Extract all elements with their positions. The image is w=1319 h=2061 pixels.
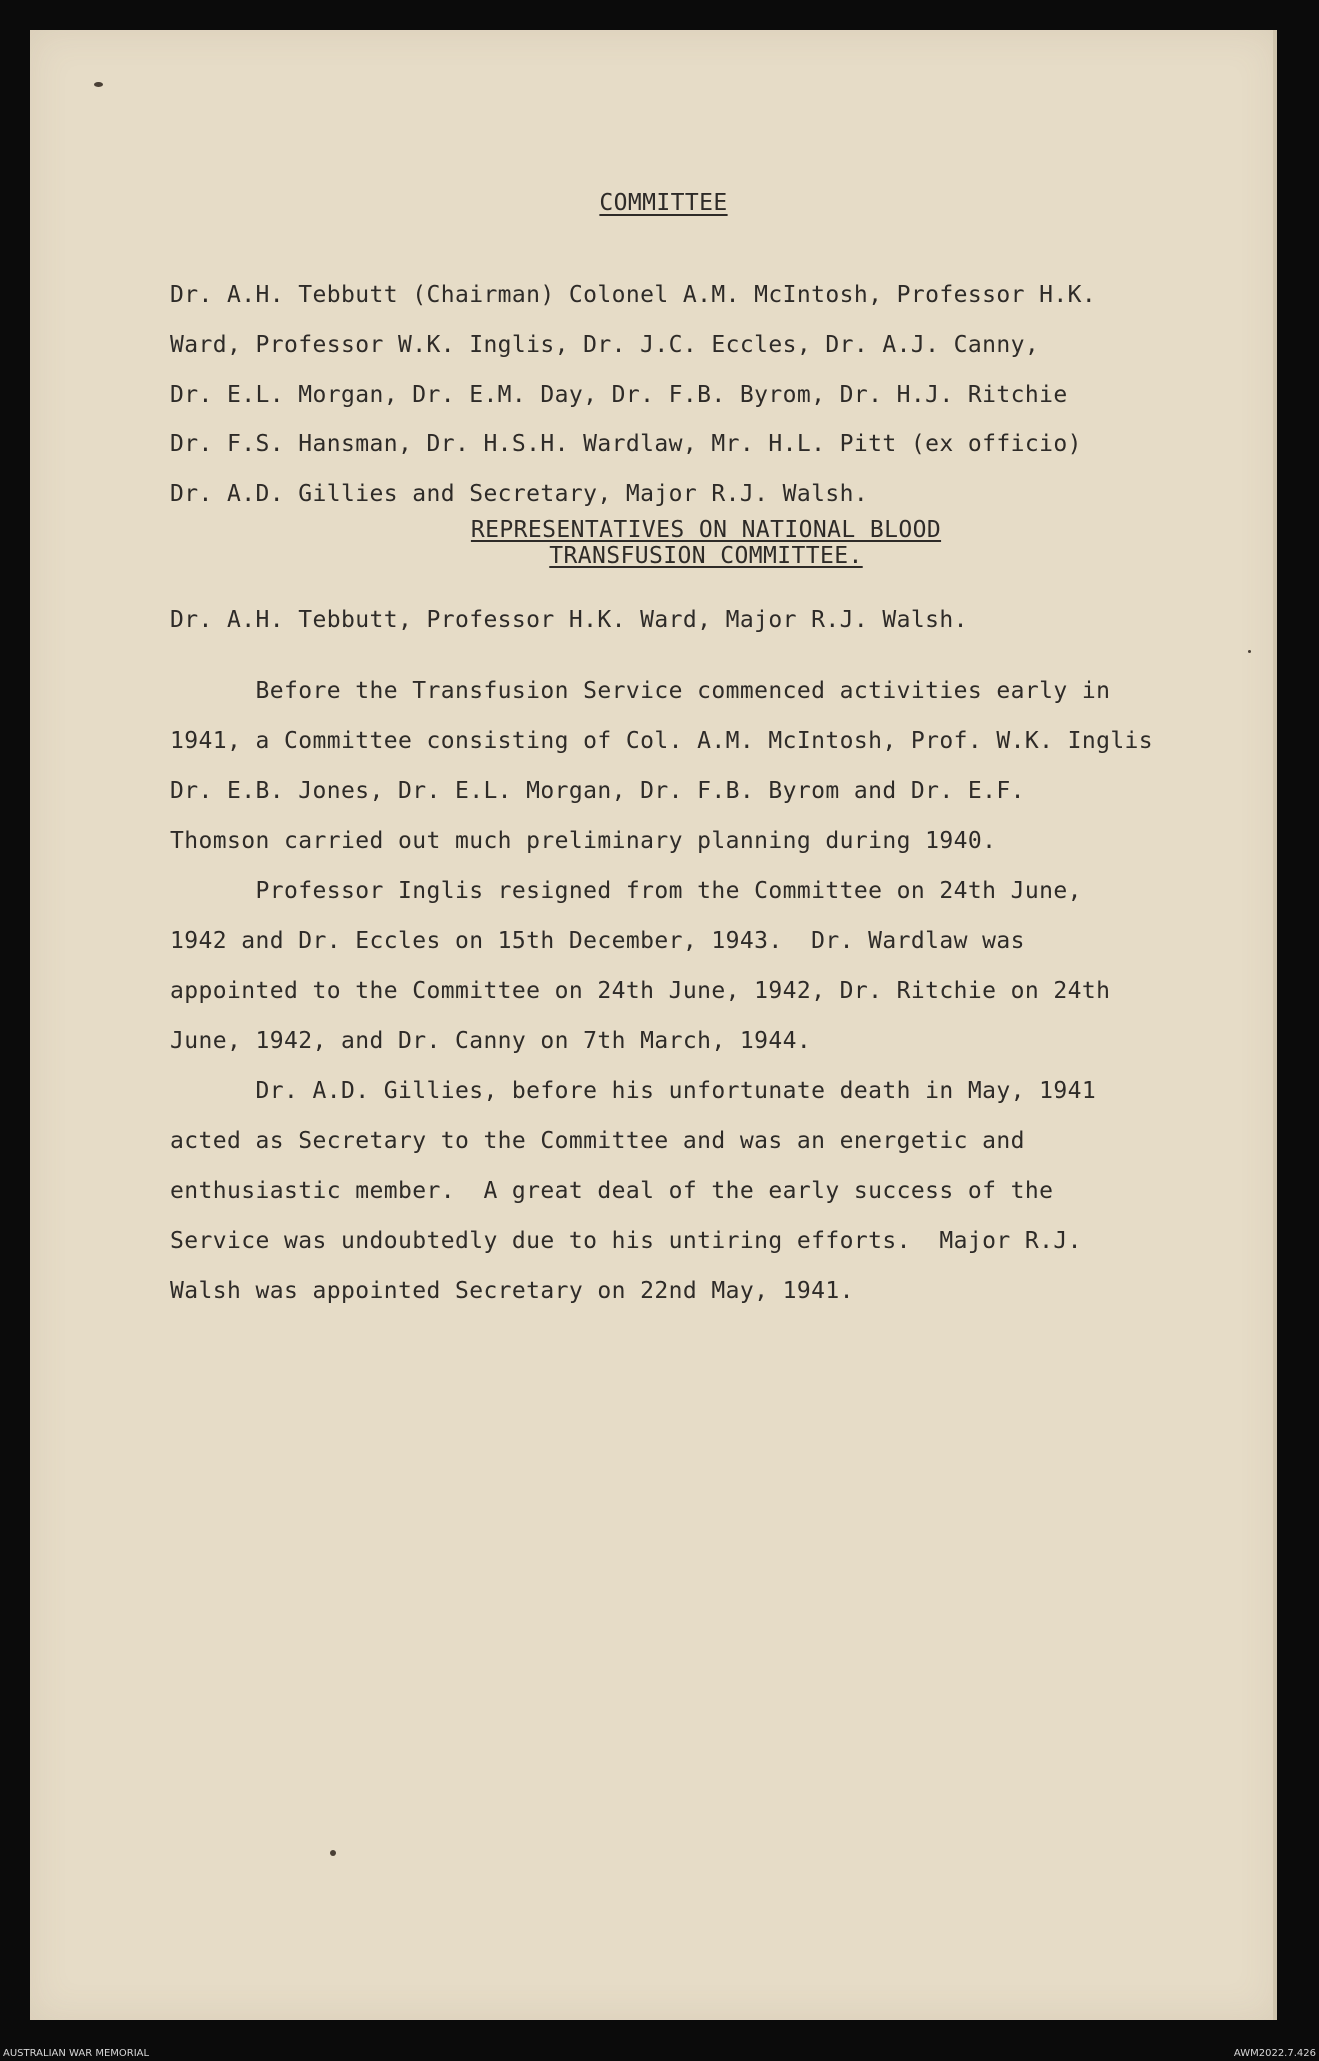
paragraph-line: 1942 and Dr. Eccles on 15th December, 1943. Dr. Wardlaw was (170, 928, 1025, 954)
paragraph-line: Dr. E.B. Jones, Dr. E.L. Morgan, Dr. F.B. Byrom and Dr. E.F. (170, 778, 1025, 804)
paragraph-line: Service was undoubtedly due to his untiring efforts. Major R.J. (170, 1228, 1082, 1254)
members-line: Ward, Professor W.K. Inglis, Dr. J.C. Eccles, Dr. A.J. Canny, (170, 332, 1040, 358)
paragraph-line: Dr. A.D. Gillies, before his unfortunate death in May, 1941 (170, 1078, 1097, 1104)
paragraph-line: acted as Secretary to the Committee and was an energetic and (170, 1128, 1025, 1154)
paragraph-line: 1941, a Committee consisting of Col. A.M. McIntosh, Prof. W.K. Inglis (170, 728, 1154, 754)
paper-sheet (30, 30, 1277, 2020)
paragraph-line: Thomson carried out much preliminary planning during 1940. (170, 828, 997, 854)
paragraph-line: June, 1942, and Dr. Canny on 7th March, 1944. (170, 1028, 812, 1054)
typed-document (30, 30, 1277, 2020)
paper-speck (94, 82, 103, 87)
paragraph-line: Walsh was appointed Secretary on 22nd May, 1941. (170, 1278, 854, 1304)
subheading (30, 517, 1277, 569)
footer-accession-number: AWM2022.7.426 (1233, 2048, 1316, 2059)
members-line: Dr. E.L. Morgan, Dr. E.M. Day, Dr. F.B. Byrom, Dr. H.J. Ritchie (170, 382, 1068, 408)
paper-speck (330, 1850, 336, 1856)
members-line: Dr. A.H. Tebbutt (Chairman) Colonel A.M. McIntosh, Professor H.K. (170, 282, 1097, 308)
paragraph-line: appointed to the Committee on 24th June, 1942, Dr. Ritchie on 24th (170, 978, 1111, 1004)
heading (30, 190, 1277, 216)
paragraph-line: Professor Inglis resigned from the Committee on 24th June, (170, 878, 1082, 904)
paragraph-line: enthusiastic member. A great deal of the early success of the (170, 1178, 1054, 1204)
representatives-line: Dr. A.H. Tebbutt, Professor H.K. Ward, Major R.J. Walsh. (170, 607, 968, 633)
members-line: Dr. A.D. Gillies and Secretary, Major R.J. Walsh. (170, 481, 869, 507)
paper-speck (1248, 650, 1251, 653)
subheading-line: TRANSFUSION COMMITTEE. (549, 543, 863, 569)
heading-text: COMMITTEE (599, 190, 728, 216)
paragraph-line: Before the Transfusion Service commenced activities early in (170, 678, 1111, 704)
footer-institution: AUSTRALIAN WAR MEMORIAL (3, 2048, 150, 2059)
subheading-line: REPRESENTATIVES ON NATIONAL BLOOD (470, 517, 942, 543)
members-line: Dr. F.S. Hansman, Dr. H.S.H. Wardlaw, Mr. H.L. Pitt (ex officio) (170, 431, 1082, 457)
